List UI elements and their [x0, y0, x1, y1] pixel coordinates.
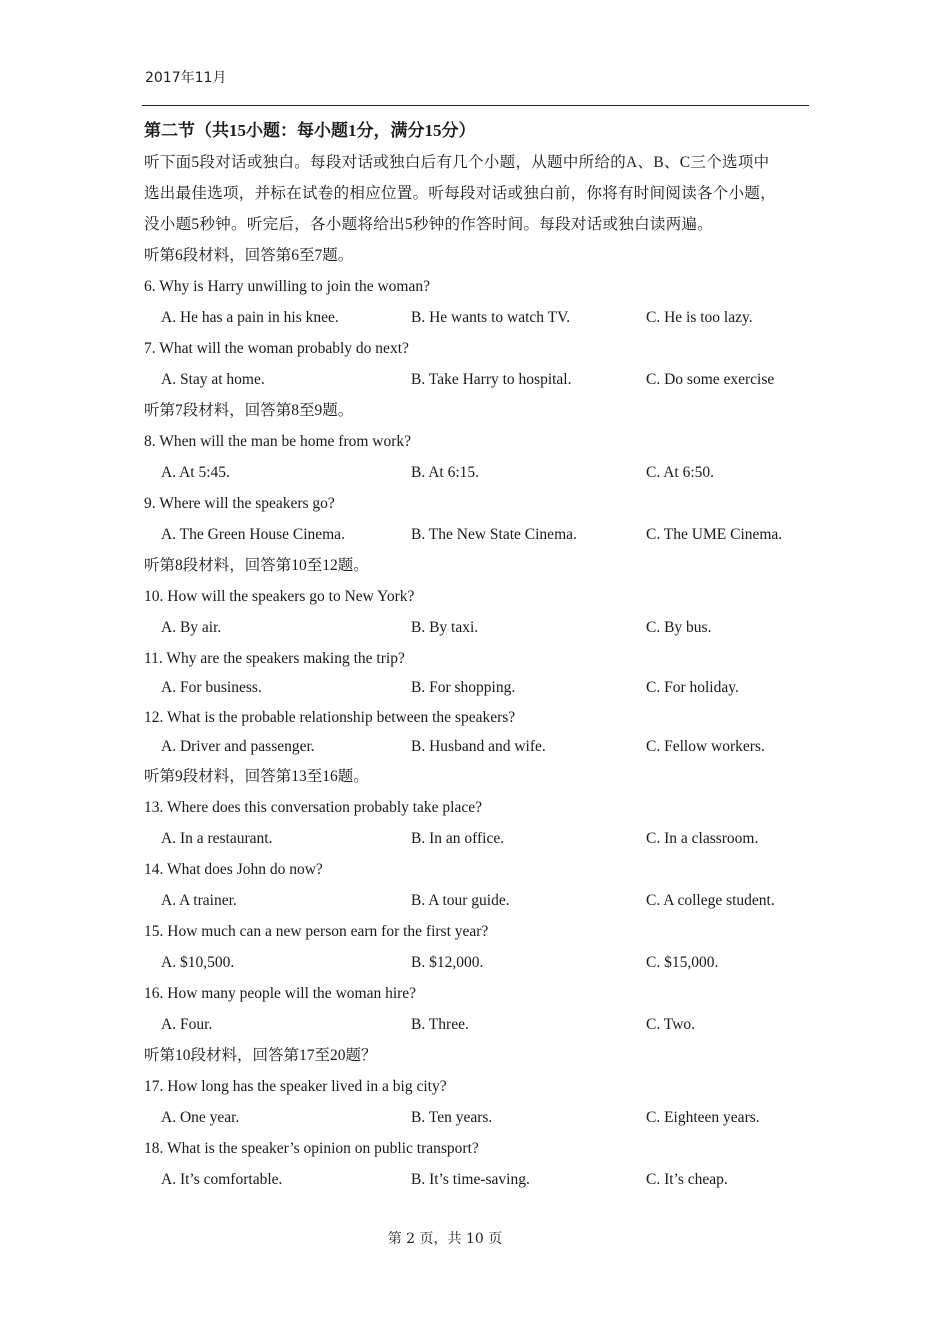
group-label: 听第10段材料，回答第17至20题？: [144, 1047, 377, 1064]
question-10: 10. How will the speakers go to New York?: [144, 588, 415, 605]
question-9: 9. Where will the speakers go?: [144, 495, 335, 512]
option-c: C. $15,000.: [646, 954, 719, 971]
instruction-line: 选出最佳选项，并标在试卷的相应位置。听每段对话或独白前，你将有时间阅读各个小题，: [144, 185, 777, 202]
section-title: 第二节（共15小题：每小题1分，满分15分）: [144, 121, 476, 140]
option-a: A. It’s comfortable.: [161, 1171, 283, 1188]
question-11: 11. Why are the speakers making the trip?: [144, 650, 405, 667]
options-row: [144, 457, 812, 488]
question-8: 8. When will the man be home from work?: [144, 433, 412, 450]
option-b: B. Husband and wife.: [411, 738, 546, 755]
options-row: [144, 364, 812, 395]
option-c: C. In a classroom.: [646, 830, 759, 847]
option-a: A. By air.: [161, 619, 222, 636]
option-b: B. A tour guide.: [411, 892, 510, 909]
question-7: 7. What will the woman probably do next?: [144, 340, 409, 357]
options-row: [144, 519, 812, 550]
option-b: B. The New State Cinema.: [411, 526, 577, 543]
option-a: A. For business.: [161, 679, 262, 696]
group-label: 听第6段材料，回答第6至7题。: [144, 247, 354, 264]
instruction-line: 听下面5段对话或独白。每段对话或独白后有几个小题，从题中所给的A、B、C三个选项中: [144, 154, 770, 171]
options-row: [144, 885, 812, 916]
option-c: C. Two.: [646, 1016, 696, 1033]
options-row: [144, 1102, 812, 1133]
option-b: B. For shopping.: [411, 679, 516, 696]
option-a: A. A trainer.: [161, 892, 237, 909]
option-a: A. One year.: [161, 1109, 240, 1126]
header-date: 2017年11月: [145, 70, 227, 86]
option-b: B. $12,000.: [411, 954, 484, 971]
option-c: C. It’s cheap.: [646, 1171, 728, 1188]
options-row: [144, 823, 812, 854]
option-c: C. Do some exercise: [646, 371, 775, 388]
option-a: A. Four.: [161, 1016, 213, 1033]
option-a: A. At 5:45.: [161, 464, 230, 481]
question-14: 14. What does John do now?: [144, 861, 323, 878]
question-6: 6. Why is Harry unwilling to join the woman?: [144, 278, 430, 295]
option-c: C. A college student.: [646, 892, 775, 909]
question-18: 18. What is the speaker’s opinion on public transport?: [144, 1140, 479, 1157]
option-c: C. For holiday.: [646, 679, 739, 696]
option-b: B. Ten years.: [411, 1109, 493, 1126]
option-c: C. By bus.: [646, 619, 712, 636]
option-b: B. Three.: [411, 1016, 469, 1033]
question-12: 12. What is the probable relationship between the speakers?: [144, 709, 516, 726]
options-row: [144, 1164, 812, 1195]
group-label: 听第9段材料，回答第13至16题。: [144, 768, 369, 785]
question-16: 16. How many people will the woman hire?: [144, 985, 417, 1002]
instruction-line: 没小题5秒钟。听完后，各小题将给出5秒钟的作答时间。每段对话或独白读两遍。: [144, 216, 714, 233]
option-a: A. In a restaurant.: [161, 830, 273, 847]
option-c: C. Fellow workers.: [646, 738, 765, 755]
option-a: A. Driver and passenger.: [161, 738, 315, 755]
option-c: C. The UME Cinema.: [646, 526, 783, 543]
option-b: B. Take Harry to hospital.: [411, 371, 572, 388]
option-c: C. Eighteen years.: [646, 1109, 760, 1126]
group-label: 听第7段材料，回答第8至9题。: [144, 402, 354, 419]
option-b: B. It’s time-saving.: [411, 1171, 530, 1188]
option-b: B. He wants to watch TV.: [411, 309, 571, 326]
page-footer: 第 2 页，共 10 页: [387, 1231, 503, 1247]
exam-content: [144, 114, 812, 1195]
option-b: B. By taxi.: [411, 619, 479, 636]
question-13: 13. Where does this conversation probably take place?: [144, 799, 483, 816]
option-a: A. $10,500.: [161, 954, 235, 971]
options-row: [144, 733, 812, 761]
group-label: 听第8段材料，回答第10至12题。: [144, 557, 369, 574]
question-17: 17. How long has the speaker lived in a big city?: [144, 1078, 447, 1095]
option-a: A. Stay at home.: [161, 371, 265, 388]
option-a: A. The Green House Cinema.: [161, 526, 345, 543]
options-row: [144, 1009, 812, 1040]
option-b: B. At 6:15.: [411, 464, 480, 481]
options-row: [144, 612, 812, 643]
options-row: [144, 302, 812, 333]
options-row: [144, 674, 812, 702]
options-row: [144, 947, 812, 978]
question-15: 15. How much can a new person earn for the first year?: [144, 923, 489, 940]
option-b: B. In an office.: [411, 830, 505, 847]
option-c: C. At 6:50.: [646, 464, 715, 481]
option-c: C. He is too lazy.: [646, 309, 753, 326]
option-a: A. He has a pain in his knee.: [161, 309, 339, 326]
header-rule: [142, 105, 809, 106]
